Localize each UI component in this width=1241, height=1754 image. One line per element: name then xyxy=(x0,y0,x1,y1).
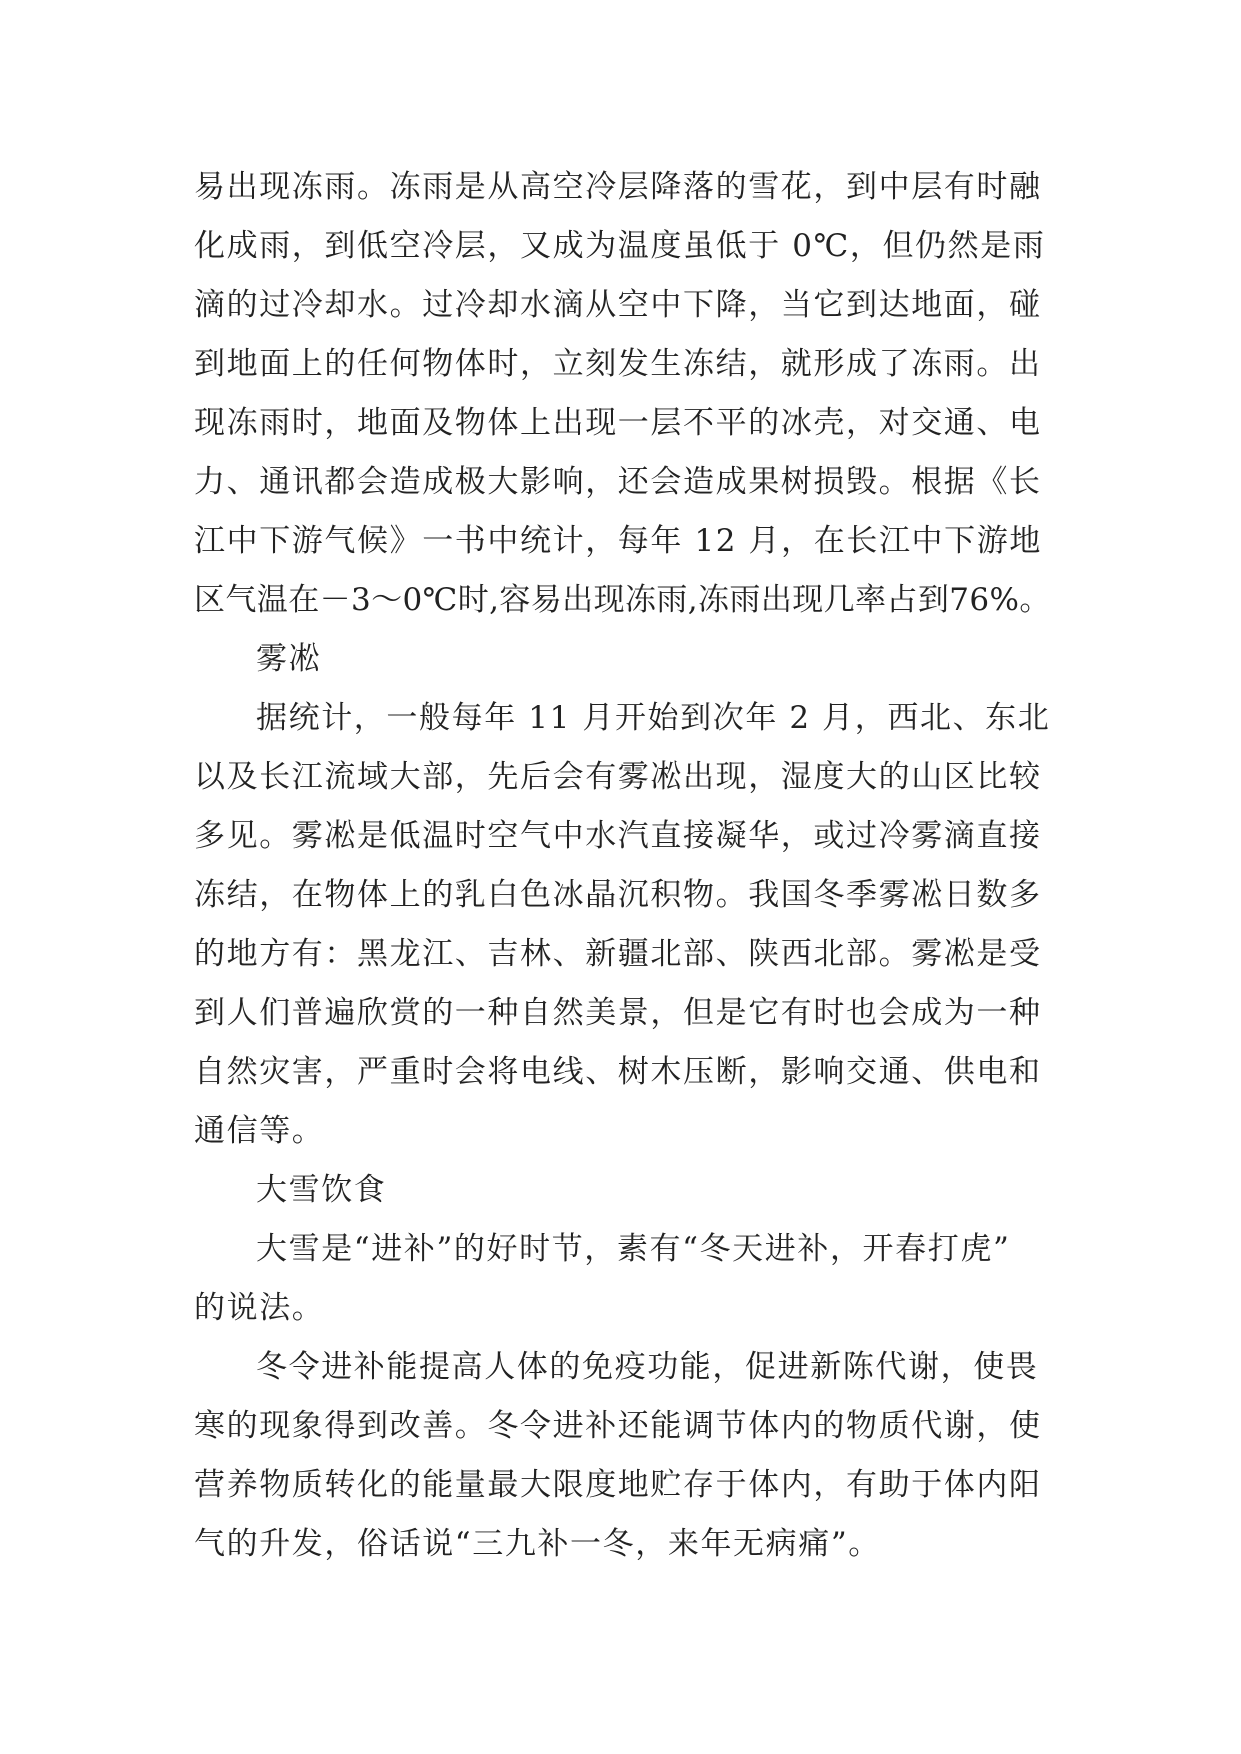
section-heading-rime: 雾凇 xyxy=(256,641,322,677)
text-line: 易出现冻雨。冻雨是从高空冷层降落的雪花，到中层有时融 xyxy=(194,169,1042,205)
text-line: 江中下游气候》一书中统计，每年 12 月，在长江中下游地 xyxy=(194,523,1042,559)
text-line: 气的升发，俗话说“三九补一冬，来年无病痛”。 xyxy=(194,1526,881,1562)
document-body xyxy=(194,158,1054,1574)
section-heading-diet: 大雪饮食 xyxy=(256,1172,387,1208)
text-line: 到人们普遍欣赏的一种自然美景，但是它有时也会成为一种 xyxy=(194,995,1042,1031)
text-line: 到地面上的任何物体时，立刻发生冻结，就形成了冻雨。出 xyxy=(194,346,1042,382)
text-line: 冻结，在物体上的乳白色冰晶沉积物。我国冬季雾凇日数多 xyxy=(194,877,1042,913)
text-line: 大雪是“进补”的好时节，素有“冬天进补，开春打虎” xyxy=(256,1231,1011,1267)
text-line: 通信等。 xyxy=(194,1113,325,1149)
text-line: 据统计，一般每年 11 月开始到次年 2 月，西北、东北 xyxy=(256,700,1051,736)
text-line: 以及长江流域大部，先后会有雾凇出现，湿度大的山区比较 xyxy=(194,759,1042,795)
text-line: 现冻雨时，地面及物体上出现一层不平的冰壳，对交通、电 xyxy=(194,405,1042,441)
text-line: 的地方有：黑龙江、吉林、新疆北部、陕西北部。雾凇是受 xyxy=(194,936,1042,972)
text-line: 自然灾害，严重时会将电线、树木压断，影响交通、供电和 xyxy=(194,1054,1042,1090)
text-line: 化成雨，到低空冷层，又成为温度虽低于 0℃，但仍然是雨 xyxy=(194,228,1046,264)
text-line: 力、通讯都会造成极大影响，还会造成果树损毁。根据《长 xyxy=(194,464,1042,500)
text-line: 寒的现象得到改善。冬令进补还能调节体内的物质代谢，使 xyxy=(194,1408,1042,1444)
text-line: 多见。雾凇是低温时空气中水汽直接凝华，或过冷雾滴直接 xyxy=(194,818,1042,854)
text-line: 区气温在－3～0℃时,容易出现冻雨,冻雨出现几率占到76%。 xyxy=(194,582,1051,618)
text-line: 滴的过冷却水。过冷却水滴从空中下降，当它到达地面，碰 xyxy=(194,287,1042,323)
text-line: 的说法。 xyxy=(194,1290,325,1326)
text-line: 营养物质转化的能量最大限度地贮存于体内，有助于体内阳 xyxy=(194,1467,1042,1503)
text-line: 冬令进补能提高人体的免疫功能，促进新陈代谢，使畏 xyxy=(256,1349,1039,1385)
